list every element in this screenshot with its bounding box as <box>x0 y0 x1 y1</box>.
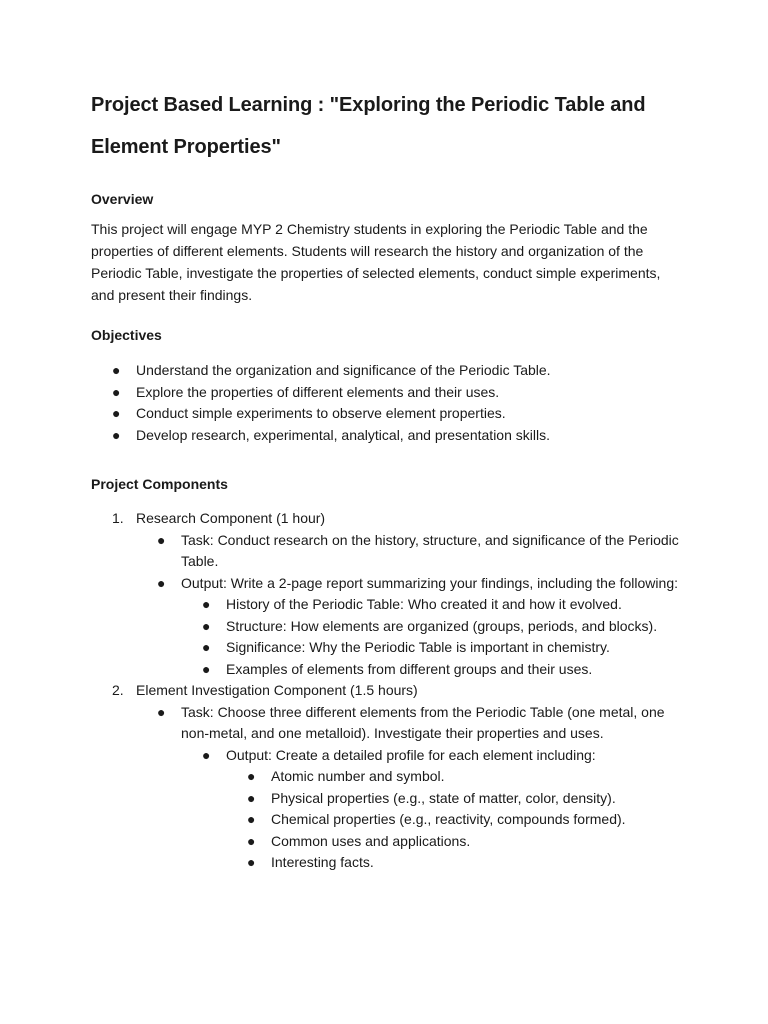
component-output: Output: Create a detailed profile for each element including: <box>226 746 596 763</box>
list-item <box>91 745 691 767</box>
output-item: Significance: Why the Periodic Table is important in chemistry. <box>226 639 610 655</box>
output-item: Interesting facts. <box>271 854 374 870</box>
bullet-icon: ● <box>202 639 211 655</box>
component-task: Task: Conduct research on the history, structure, and significance of the Periodic Table. <box>181 531 679 569</box>
list-item <box>91 360 691 382</box>
bullet-icon: ● <box>202 746 211 763</box>
list-item <box>91 616 691 638</box>
bullet-icon: ● <box>112 383 121 400</box>
components-list <box>91 508 691 874</box>
document-title: Project Based Learning : "Exploring the Periodic Table and Element Properties" <box>91 94 646 158</box>
objectives-heading: Objectives <box>91 327 162 343</box>
list-item <box>91 594 691 616</box>
list-item <box>91 382 691 404</box>
objective-text: Understand the organization and significance of the Periodic Table. <box>136 362 551 378</box>
bullet-icon: ● <box>202 617 211 634</box>
list-item <box>91 659 691 681</box>
list-number: 1. <box>112 510 124 526</box>
list-item <box>91 680 691 702</box>
list-item <box>91 637 691 659</box>
list-item <box>91 788 691 810</box>
bullet-icon: ● <box>112 362 121 378</box>
list-item <box>91 530 691 573</box>
list-item <box>91 702 691 745</box>
list-number: 2. <box>112 682 124 698</box>
bullet-icon: ● <box>157 574 166 591</box>
output-item: Examples of elements from different groups and their uses. <box>226 660 593 677</box>
bullet-icon: ● <box>247 768 256 784</box>
output-item: Structure: How elements are organized (groups, periods, and blocks). <box>226 617 658 634</box>
components-heading: Project Components <box>91 476 228 492</box>
bullet-icon: ● <box>157 703 166 720</box>
objective-text: Develop research, experimental, analytical, and presentation skills. <box>136 426 550 443</box>
output-item: History of the Periodic Table: Who created it and how it evolved. <box>226 596 622 612</box>
list-item <box>91 425 691 447</box>
objective-text: Explore the properties of different elements and their uses. <box>136 383 500 400</box>
overview-text: This project will engage MYP 2 Chemistry students in exploring the Periodic Table and the properties of different elements. Students will research the history and organization of the Periodic Table, investigate the properties of selected elements, conduct simple experiments, and present their findings. <box>91 221 661 303</box>
list-item <box>91 573 691 595</box>
list-item <box>91 508 691 530</box>
bullet-icon: ● <box>112 405 121 421</box>
list-item <box>91 831 691 853</box>
list-item <box>91 809 691 831</box>
output-item: Physical properties (e.g., state of matter, color, density). <box>271 789 616 806</box>
list-item <box>91 766 691 788</box>
component-label: Research Component (1 hour) <box>136 510 326 526</box>
objectives-list <box>91 360 691 446</box>
list-item <box>91 852 691 874</box>
bullet-icon: ● <box>247 832 256 849</box>
output-item: Common uses and applications. <box>271 832 471 849</box>
output-item: Atomic number and symbol. <box>271 768 445 784</box>
component-task: Task: Choose three different elements from the Periodic Table (one metal, one non-metal, and one metalloid). Investigate their properties and uses. <box>181 703 665 741</box>
list-item <box>91 403 691 425</box>
component-label: Element Investigation Component (1.5 hours) <box>136 682 418 698</box>
bullet-icon: ● <box>247 854 256 870</box>
output-item: Chemical properties (e.g., reactivity, compounds formed). <box>271 811 626 827</box>
component-output: Output: Write a 2-page report summarizing your findings, including the following: <box>181 574 678 591</box>
bullet-icon: ● <box>247 789 256 806</box>
objective-text: Conduct simple experiments to observe element properties. <box>136 405 506 421</box>
bullet-icon: ● <box>112 426 121 443</box>
bullet-icon: ● <box>202 660 211 677</box>
bullet-icon: ● <box>157 531 166 548</box>
bullet-icon: ● <box>247 811 256 827</box>
bullet-icon: ● <box>202 596 211 612</box>
overview-heading: Overview <box>91 191 154 207</box>
